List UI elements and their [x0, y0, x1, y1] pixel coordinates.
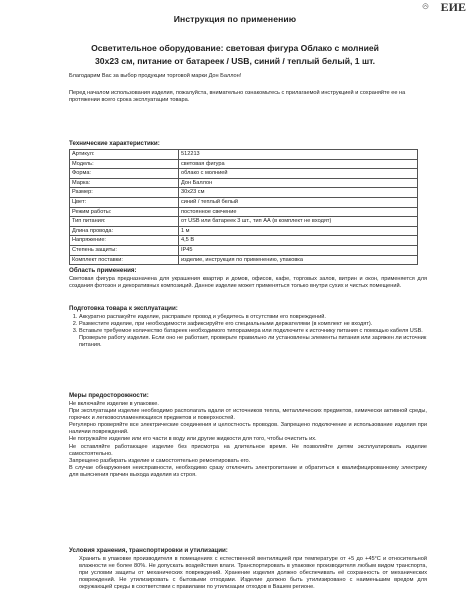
prep-step: 3. Вставьте требуемое количество батареек необходимого типоразмера или подключите к источнику питания с помощью кабеля USB. Проверьте работу изделия. Если оно не работает, проверьте правильно ли установлены элементы питания или заряжен ли источник питания. — [79, 328, 437, 349]
safety-heading: Меры предосторожности: — [69, 392, 149, 399]
specs-value: постоянное свечение — [179, 207, 418, 217]
specs-value: IP45 — [179, 245, 418, 255]
specs-value: изделие, инструкция по применению, упаковка — [179, 255, 418, 265]
specs-key: Режим работы: — [70, 207, 179, 217]
specs-key: Форма: — [70, 169, 179, 179]
prep-step: 1. Аккуратно распакуйте изделие, расправьте провод и убедитесь в отсутствии его повреждений. — [79, 314, 437, 321]
specs-key: Размер: — [70, 188, 179, 198]
storage-text: Хранить в упаковке производителя в помещениях с естественной вентиляцией при температуре от +5 до +45°С и относительной влажности не более 80%. Не допускать воздействия влаги. Транспортировать в упаковке производителя любым видом транспорта, при условии защиты от механических повреждений. Хранение изделия должно обеспечивать её сохранность от механических повреждений. Не утилизировать с бытовыми отходами. Изделие должно быть утилизировано с наименьшим вредом для окружающей среды в соответствии с правилами по утилизации отходов в Вашем регионе. — [79, 556, 427, 591]
product-title-line1: Осветительное оборудование: световая фигура Облако с молнией — [91, 43, 379, 53]
specs-key: Модель: — [70, 159, 179, 169]
specs-heading: Технические характеристики: — [69, 140, 160, 147]
intro-read-first: Перед началом использования изделия, пожалуйста, внимательно ознакомьтесь с прилагаемой инструкцией и сохраняйте ее на протяжении всего срока эксплуатации товара. — [69, 90, 406, 103]
area-heading: Область применения: — [69, 267, 137, 274]
specs-row — [70, 226, 418, 236]
specs-row — [70, 197, 418, 207]
specs-key: Цвет: — [70, 197, 179, 207]
prep-steps — [69, 314, 437, 349]
intro-thanks: Благодарим Вас за выбор продукции торговой марки Дон Баллон! — [69, 73, 242, 79]
brand-logo-text: ЕИЕ — [440, 0, 466, 14]
safety-line: При эксплуатации изделие необходимо располагать вдали от источников тепла, металлических предметов, химически активной среды, горючих и легковоспламеняющихся предметов и поверхностей. — [69, 408, 427, 422]
specs-value: от USB или батареек 3 шт., тип АА (в комплект не входят) — [179, 217, 418, 227]
specs-row — [70, 169, 418, 179]
specs-row — [70, 178, 418, 188]
safety-line: Запрещено разбирать изделие и самостоятельно ремонтировать его. — [69, 457, 251, 464]
specs-key: Напряжение: — [70, 236, 179, 246]
specs-value: 4,5 В — [179, 236, 418, 246]
document-title: Инструкция по применению — [173, 14, 297, 24]
specs-value: Дон Баллон — [179, 178, 418, 188]
specs-value: 30х23 см — [179, 188, 418, 198]
specs-key: Комплект поставки: — [70, 255, 179, 265]
prep-heading: Подготовка товара к эксплуатации: — [69, 305, 178, 312]
specs-key: Марка: — [70, 178, 179, 188]
product-title — [60, 42, 410, 67]
safety-line: В случае обнаружения неисправности, необходимо сразу отключить электропитание и обратиться к квалифицированному электрику для выяснения причин выхода изделия из строя. — [69, 464, 427, 478]
specs-row — [70, 207, 418, 217]
specs-row — [70, 255, 418, 265]
specs-key: Артикул: — [70, 150, 179, 160]
specs-key: Длина провода: — [70, 226, 179, 236]
specs-row — [70, 159, 418, 169]
specs-row — [70, 236, 418, 246]
area-text: Световая фигура предназначена для украшения квартир и домов, офисов, кафе, торговых залов, витрин и окон, применяется для создания фотозон и декоративных композиций. Данное изделие может применяться только внутри сухих и чистых помещений. — [69, 276, 427, 290]
specs-table — [69, 149, 418, 265]
prep-step: 2. Разместите изделие, при необходимости зафиксируйте его специальными держателями (в комплект не входят). — [79, 321, 437, 328]
specs-value: световая фигура — [179, 159, 418, 169]
specs-row — [70, 188, 418, 198]
safety-line: Не оставляйте работающее изделие без присмотра на длительное время. Не позволяйте детям эксплуатировать изделие самостоятельно. — [69, 443, 427, 457]
specs-value: 1 м — [179, 226, 418, 236]
safety-line: Регулярно проверяйте все электрические соединения и целостность проводов. Запрещено подключение и использование изделия при наличии повреждений. — [69, 422, 427, 436]
specs-key: Степень защиты: — [70, 245, 179, 255]
safety-line: Не погружайте изделие или его части в воду или другие жидкости для того, чтобы очистить их. — [69, 436, 317, 443]
product-title-line2: 30x23 см, питание от батареек / USB, синий / теплый белый, 1 шт. — [95, 55, 375, 66]
specs-value: 512213 — [179, 150, 418, 160]
storage-heading: Условия хранения, транспортировки и утилизации: — [69, 547, 228, 554]
specs-value: синий / теплый белый — [179, 197, 418, 207]
brand-logo-icon — [422, 0, 442, 16]
specs-key: Тип питания: — [70, 217, 179, 227]
safety-line: Не включайте изделие в упаковке. — [69, 401, 159, 407]
specs-row — [70, 217, 418, 227]
safety-text — [69, 401, 427, 479]
specs-row — [70, 245, 418, 255]
specs-value: облако с молнией — [179, 169, 418, 179]
specs-row — [70, 150, 418, 160]
